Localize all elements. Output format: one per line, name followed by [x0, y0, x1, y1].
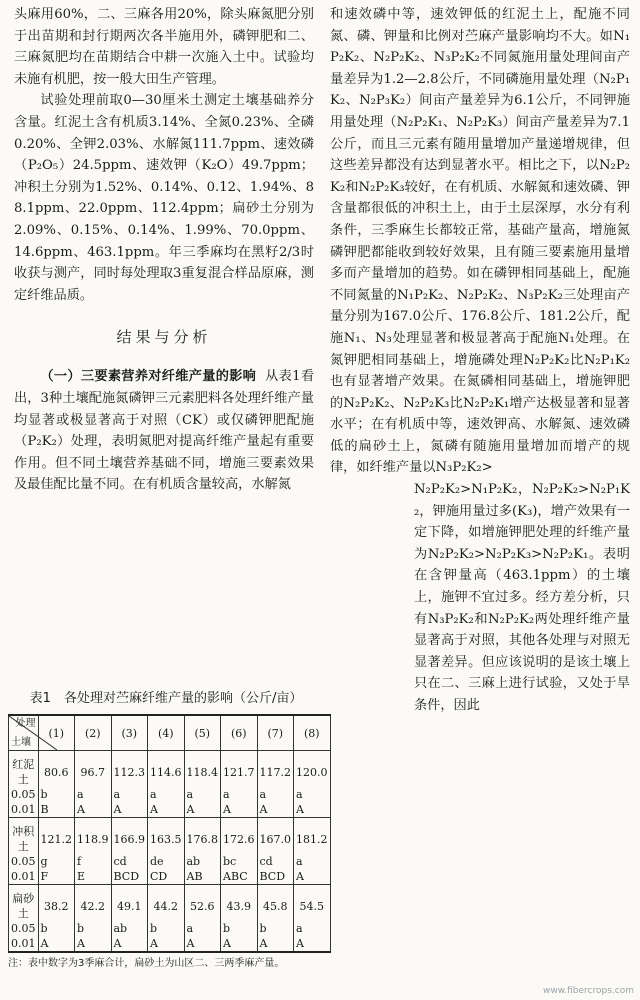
significance-letter-cell: cd	[111, 854, 148, 869]
table-header-row	[9, 715, 331, 751]
significance-letter-cell: A	[148, 936, 185, 952]
significance-letter-cell: A	[294, 936, 331, 952]
left-column	[14, 4, 314, 496]
yield-value-cell: 181.2	[294, 818, 331, 855]
yield-value-cell: 54.5	[294, 885, 331, 922]
significance-letter-cell: a	[221, 787, 258, 802]
table-row	[9, 802, 331, 818]
significance-letter-cell: a	[294, 921, 331, 936]
significance-letter-cell: a	[184, 787, 221, 802]
yield-value-cell: 42.2	[75, 885, 112, 922]
significance-letter-cell: A	[38, 936, 75, 952]
table-row	[9, 818, 331, 855]
yield-value-cell: 52.6	[184, 885, 221, 922]
yield-value-cell: 96.7	[75, 751, 112, 788]
significance-letter-cell: ab	[184, 854, 221, 869]
left-paragraph-2: 试验处理前取0—30厘米土测定土壤基础养分含量。红泥土含有机质3.14%、全氮0.23%、全磷0.20%、全钾2.03%、水解氮111.7ppm、速效磷（P₂O₅）24.5ppm、速效钾（K₂O）49.7ppm；冲积土分别为1.52%、0.14%、0.12、1.94%、88.1ppm、22.0ppm、112.4ppm；扁砂土分别为2.09%、0.15%、0.14%、1.99%、70.0ppm、14.6ppm、463.1ppm。年三季麻均在黑籽2/3时收获与测产，同时每处理取3重复混合样品原麻，测定纤维品质。	[14, 93, 314, 303]
significance-letter-cell: CD	[148, 869, 185, 885]
subsection-heading: （一）三要素营养对纤维产量的影响	[40, 369, 257, 385]
significance-letter-cell: a	[294, 787, 331, 802]
significance-letter-cell: A	[294, 802, 331, 818]
yield-value-cell: 121.7	[221, 751, 258, 788]
yield-value-cell: 80.6	[38, 751, 75, 788]
yield-value-cell: 38.2	[38, 885, 75, 922]
significance-letter-cell: ABC	[221, 869, 258, 885]
table-row	[9, 885, 331, 922]
left-paragraph-3	[14, 366, 314, 496]
significance-letter-cell: cd	[257, 854, 294, 869]
yield-value-cell: 176.8	[184, 818, 221, 855]
significance-letter-cell: a	[257, 787, 294, 802]
significance-letter-cell: a	[294, 854, 331, 869]
significance-letter-cell: a	[75, 787, 112, 802]
yield-value-cell: 166.9	[111, 818, 148, 855]
significance-level-cell: 0.05	[9, 921, 39, 936]
table-row	[9, 751, 331, 788]
yield-value-cell: 120.0	[294, 751, 331, 788]
right-paragraph-1: 和速效磷中等，速效钾低的红泥土上，配施不同氮、磷、钾量和比例对苎麻产量影响均不大。如N₁P₂K₂、N₂P₂K₂、N₃P₂K₂不同氮施用量处理间亩产量差异为1.2—2.8公斤，不同磷施用量处理（N₂P₁K₂、N₂P₃K₂）间亩产量差异为6.1公斤，不同钾施用量处理（N₂P₂K₁、N₂P₂K₃）间亩产量差异为7.1公斤，而且三元素有随用量增加产量递增规律，但这些差异都没有达到显著水平。相比之下，以N₂P₂K₂和N₂P₂K₃较好，在有机质、水解氮和速效磷、钾含量都很低的冲积土上，由于土层深厚，水分有利条件，三季麻生长都较正常，基础产量高，增施氮磷钾肥都能收到较好效果，且有随三要素施用量增多而产量增加的趋势。如在磷钾相同基础上，配施不同氮量的N₁P₂K₂、N₂P₂K₂、N₃P₂K₂三处理亩产量分别为167.0公斤、176.8公斤、181.2公斤，配施N₁、N₃处理显著和极显著高于配施N₁处理。在氮钾肥相同基础上，增施磷处理N₂P₂K₂比N₂P₁K₂也有显著增产效果。在氮磷相同基础上，增施钾肥的N₂P₂K₂、N₂P₂K₃比N₂P₂K₁增产达极显著和显著水平；在有机质中等，速效钾高、水解氮、速效磷低的扁砂土上，氮磷有随施用量增加而增产的规律，如纤维产量以N₃P₂K₂>	[330, 7, 630, 476]
yield-value-cell: 121.2	[38, 818, 75, 855]
significance-level-cell: 0.01	[9, 869, 39, 885]
significance-level-cell: 0.05	[9, 854, 39, 869]
significance-letter-cell: b	[257, 921, 294, 936]
significance-level-cell: 0.01	[9, 802, 39, 818]
soil-type-cell: 扁砂土	[9, 885, 39, 922]
significance-letter-cell: b	[38, 921, 75, 936]
significance-letter-cell: AB	[184, 869, 221, 885]
significance-letter-cell: de	[148, 854, 185, 869]
significance-letter-cell: A	[294, 869, 331, 885]
yield-value-cell: 44.2	[148, 885, 185, 922]
column-header: (7)	[257, 715, 294, 751]
yield-value-cell: 167.0	[257, 818, 294, 855]
significance-letter-cell: b	[38, 787, 75, 802]
significance-letter-cell: A	[184, 802, 221, 818]
soil-type-cell: 冲积土	[9, 818, 39, 855]
significance-letter-cell: ab	[111, 921, 148, 936]
table-row	[9, 854, 331, 869]
significance-letter-cell: f	[75, 854, 112, 869]
significance-letter-cell: BCD	[257, 869, 294, 885]
header-soil: 土壤	[11, 737, 31, 748]
right-paragraph-2: N₂P₂K₂>N₁P₂K₂，N₂P₂K₂>N₂P₁K₂，钾施用量过多(K₃)，增产效果有一定下降，如增施钾肥处理的纤维产量为N₂P₂K₂>N₂P₂K₃>N₂P₂K₁。表明在含钾量高（463.1ppm）的土壤上，施钾不宜过多。经方差分析，只有N₃P₂K₂和N₂P₂K₂两处理纤维产量显著高于对照，其他各处理与对照无显著差异。但应该说明的是该土壤上只在二、三麻上进行试验，又处于旱条件，因此	[414, 482, 630, 713]
significance-letter-cell: A	[111, 802, 148, 818]
column-header: (6)	[221, 715, 258, 751]
column-header: (3)	[111, 715, 148, 751]
significance-letter-cell: A	[221, 802, 258, 818]
column-header: (2)	[75, 715, 112, 751]
significance-letter-cell: A	[221, 936, 258, 952]
watermark: www.fibercrops.com	[543, 986, 634, 996]
left-paragraph-1: 头麻用60%，二、三麻各用20%，除头麻氮肥分别于出苗期和封行期两次各半施用外，磷钾肥和二、三麻氮肥均在苗期结合中耕一次施入土中。试验均未施有机肥，按一般大田生产管理。	[14, 7, 314, 87]
significance-letter-cell: bc	[221, 854, 258, 869]
table-row	[9, 869, 331, 885]
column-header: (5)	[184, 715, 221, 751]
table-row	[9, 787, 331, 802]
significance-letter-cell: A	[111, 936, 148, 952]
significance-letter-cell: A	[148, 802, 185, 818]
significance-letter-cell: F	[38, 869, 75, 885]
significance-letter-cell: g	[38, 854, 75, 869]
table-row	[9, 936, 331, 952]
significance-letter-cell: b	[148, 921, 185, 936]
soil-type-cell: 红泥土	[9, 751, 39, 788]
column-header: (4)	[148, 715, 185, 751]
yield-table	[8, 714, 331, 953]
significance-letter-cell: BCD	[111, 869, 148, 885]
significance-letter-cell: A	[257, 936, 294, 952]
column-header: (1)	[38, 715, 75, 751]
yield-value-cell: 118.4	[184, 751, 221, 788]
significance-level-cell: 0.01	[9, 936, 39, 952]
significance-letter-cell: b	[75, 921, 112, 936]
significance-letter-cell: A	[75, 802, 112, 818]
table-corner-header	[9, 715, 39, 751]
table-1	[8, 690, 328, 971]
significance-letter-cell: A	[257, 802, 294, 818]
table-footnote: 注：表中数字为3季麻合计，扁砂土为山区二、三两季麻产量。	[8, 958, 285, 969]
significance-letter-cell: B	[38, 802, 75, 818]
header-treatment: 处理	[15, 718, 36, 729]
column-header: (8)	[294, 715, 331, 751]
significance-letter-cell: A	[184, 936, 221, 952]
yield-value-cell: 172.6	[221, 818, 258, 855]
section-title: 结果与分析	[116, 328, 212, 347]
significance-letter-cell: a	[184, 921, 221, 936]
right-column	[330, 4, 630, 717]
yield-value-cell: 118.9	[75, 818, 112, 855]
significance-letter-cell: A	[75, 936, 112, 952]
significance-letter-cell: b	[221, 921, 258, 936]
yield-value-cell: 114.6	[148, 751, 185, 788]
significance-letter-cell: a	[111, 787, 148, 802]
table-body	[9, 751, 331, 953]
table-row	[9, 921, 331, 936]
yield-value-cell: 45.8	[257, 885, 294, 922]
yield-value-cell: 43.9	[221, 885, 258, 922]
yield-value-cell: 163.5	[148, 818, 185, 855]
significance-letter-cell: E	[75, 869, 112, 885]
significance-letter-cell: a	[148, 787, 185, 802]
table-caption: 表1 各处理对苎麻纤维产量的影响（公斤/亩）	[29, 691, 303, 706]
yield-value-cell: 49.1	[111, 885, 148, 922]
left-paragraph-3-text: 从表1看出，3种土壤配施氮磷钾三元素肥料各处理纤维产量均显著或极显著高于对照（CK）或仅磷钾肥配施（P₂K₂）处理，表明氮肥对提高纤维产量起有重要作用。但不同土壤营养基础不同，增施三要素效果及最佳配比量不同。在有机质含量较高，水解氮	[14, 369, 315, 493]
yield-value-cell: 117.2	[257, 751, 294, 788]
yield-value-cell: 112.3	[111, 751, 148, 788]
significance-level-cell: 0.05	[9, 787, 39, 802]
